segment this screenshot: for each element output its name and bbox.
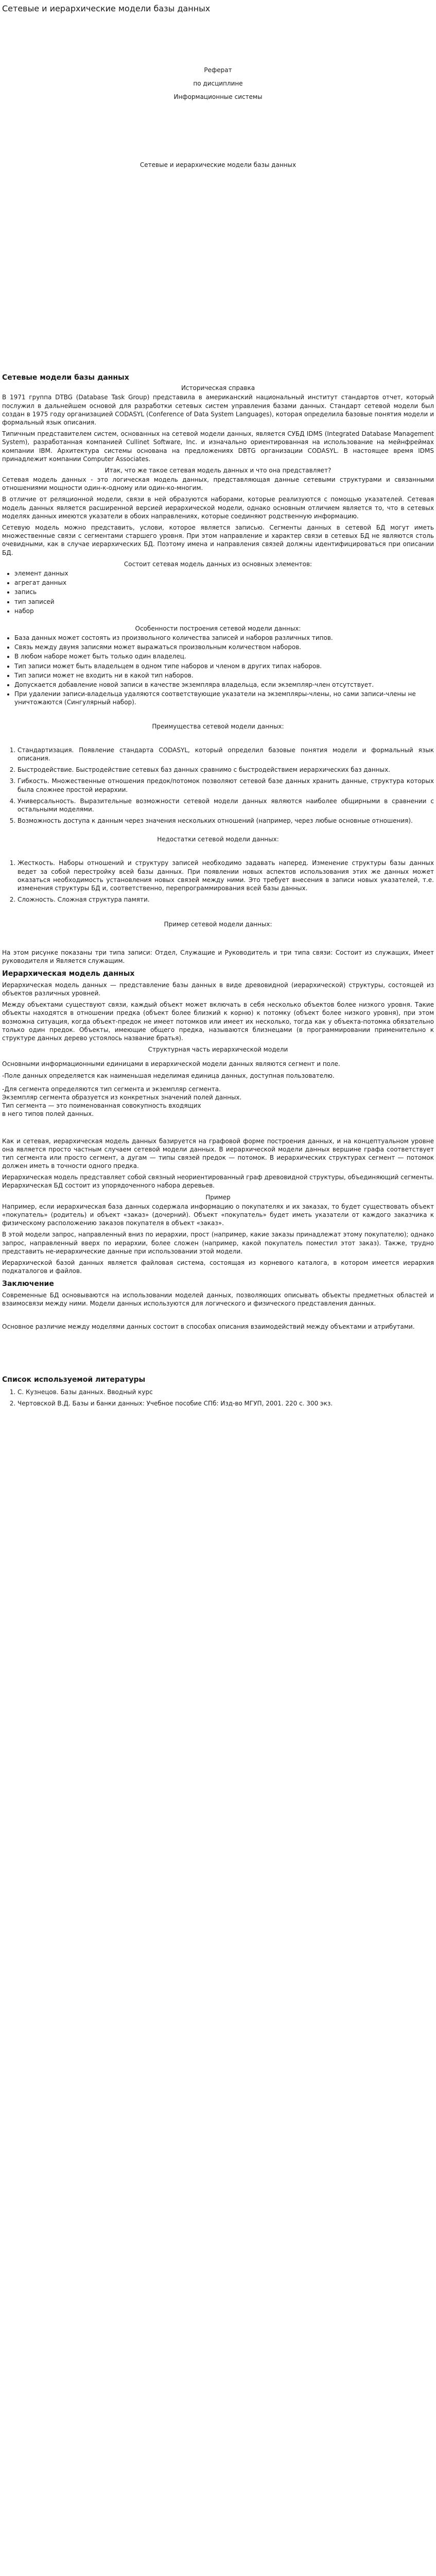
list-item: • Допускается добавление новой записи в качестве экземпляра владельца, если экземпляр-член отсутствует. [14,681,434,689]
paragraph: На этом рисунке показаны три типа записи: Отдел, Служащие и Руководитель и три типа связи: Состоит из служащих, Имеет руководителя и Является служащим. [2,948,434,964]
list-item: • Связь между двумя записями может выражаться произвольным количеством наборов. [14,643,434,651]
blank-space [2,1055,434,1060]
example-caption: Пример сетевой модели данных: [164,921,272,928]
blank-space [2,908,434,919]
document-title: Сетевые и иерархические модели базы данных [2,4,211,13]
list-item: 2. Сложность. Сложная структура памяти. [18,895,434,904]
example-caption: Пример [205,1193,231,1201]
title-page-line: Информационные системы [173,93,263,100]
list-item: • Тип записи может быть владельцем в одном типе наборов и членом в других типах наборов. [14,662,434,670]
paragraph: В отличие от реляционной модели, связи в ней образуются наборами, которые реализуются с помощью указателей. Сетевая модель данных является расширенной версией иерархической модели, однако основным отличием является то, что в сетевых моделях данных имеются указатели в обоих направлениях, которые соединяют родственную информацию. [2,496,434,520]
list-item: • набор [14,607,434,615]
blank-space [2,1334,434,1352]
title-page-line: по дисциплине [193,79,243,87]
paragraph: -Поле данных определяется как наименьшая неделимая единица данных, доступная пользователю. [2,1072,335,1079]
blank-space [2,710,434,721]
paragraph: Типичным представителем систем, основанных на сетевой модели данных, является СУБД IDMS (Integrated Database Management System), разработанная компанией Cullinet Software, Inc. и изначально ориентированная на использование на мейнфреймах компании IBM. Архитектура системы основана на предложениях DBTG организации CODASYL. В настоящее время IDMS принадлежит компании Computer Associates. [2,430,434,463]
advantages-caption: Преимущества сетевой модели данных: [152,722,284,730]
list-item: 2. Чертовской В.Д. Базы и банки данных: Учебное пособие СПб: Изд-во МГУП, 2001. 220 с. 300 экз. [18,1399,434,1408]
blank-space [2,169,434,373]
section-heading-network: Сетевые модели базы данных [2,374,129,382]
disadvantages-caption: Недостатки сетевой модели данных: [157,836,279,843]
question-caption: Итак, что же такое сетевая модель данных и что она представляет? [104,466,332,474]
paragraph: Современные БД основываются на использовании моделей данных, позволяющих описывать объекты предметных областей и взаимосвязи между ними. Модели данных используются для логического и физического представления данных. [2,1292,434,1308]
structure-caption: Структурная часть иерархической модели [148,1046,288,1054]
title-page-main: Сетевые и иерархические модели базы данных [139,161,297,169]
paragraph: Иерархическая модель данных — представление базы данных в виде древовидной (иерархической) структуры, состоящей из объектов различных уровней. [2,981,434,997]
list-item: • запись [14,588,434,596]
blank-space [2,732,434,743]
blank-space [2,618,434,623]
paragraph: Экземпляр сегмента образуется из конкретных значений полей данных. [2,1093,242,1101]
list-item: • элемент данных [14,569,434,578]
paragraph: Иерархическая модель представляет собой связный неориентированный граф древовидной структуры, объединяющий сегменты. Иерархическая БД состоит из упорядоченного набора деревьев. [2,1174,434,1190]
list-item: 1. Жесткость. Наборы отношений и структуру записей необходимо задавать наперед. Изменение структуры базы данных ведет за собой перестройку всей базы данных. При появлении новых аспектов использования этих же данных может оказаться необходимость установления новых связей между ними. Это требует внесения в записи новых указателей, т.е. изменения структуры БД и, соответственно, перепрограммирования всей базы данных. [18,859,434,892]
list-item: • База данных может состоять из произвольного количества записей и наборов различных типов. [14,634,434,642]
blank-space [2,829,434,834]
features-caption: Особенности построения сетевой модели данных: [135,624,301,632]
list-item: • Тип записи может не входить ни в какой тип наборов. [14,671,434,680]
blank-space [2,1352,434,1371]
list-item: • агрегат данных [14,579,434,587]
list-item: • В любом наборе может быть только один владелец. [14,652,434,660]
list-item: • тип записей [14,598,434,606]
list-item: 4. Универсальность. Выразительные возможности сетевой модели данных являются наиболее общирными в сравнении с остальными моделями. [18,797,434,814]
blank-space [2,1311,434,1323]
paragraph: В этой модели запрос, направленный вниз по иерархии, прост (например, какие заказы принадлежат этому покупателю); однако запрос, направленный вверх по иерархии, более сложен (например, какой покупатель поместил этот заказ). Также, трудно представить не-иерархические данные при использовании этой модели. [2,1231,434,1255]
section-heading-conclusion: Заключение [2,1280,54,1289]
list-item: 3. Гибкость. Множественные отношения предок/потомок позволяют сетевой базе данных хранить данные, структура которых была сложнее простой иерархии. [18,777,434,793]
paragraph: Между объектами существуют связи, каждый объект может включать в себя несколько объектов более низкого уровня. Такие объекты находятся в отношении предка (объект более близкий к корню) к потомку (объект более низкого уровня), при этом возможна ситуация, когда объект-предок не имеет потомков или имеет их несколько, тогда как у объекта-потомка обязательно только один предок. Объекты, имеющие общего предка, называются близнецами (в программировании применительно к структуре данных дерево устоялось название братья). [2,1001,434,1042]
paragraph: Тип сегмента — это поименованная совокупность входящих [2,1102,201,1110]
paragraph: Как и сетевая, иерархическая модель данных базируется на графовой форме построения данных, и на концептуальном уровне она является просто частным случаем сетевой модели данных. В иерархической модели данных вершине графа соответствует тип сегмента или просто сегмент, а дугам — типы связей предок — потомок. В иерархических структурах сегмент — потомок должен иметь в точности одного предка. [2,1137,434,1170]
list-item: 2. Быстродействие. Быстродействие сетевых баз данных сравнимо с быстродействием иерархических баз данных. [18,766,434,774]
elements-caption: Состоит сетевая модель данных из основных элементов: [124,560,312,568]
history-caption: Историческая справка [181,384,255,392]
paragraph: Основное различие между моделями данных состоит в способах описания взаимодействий между объектами и атрибутами. [2,1323,415,1330]
literature-list [2,1388,434,1408]
title-page-block [2,66,434,101]
section-heading-hierarchical: Иерархическая модель данных [2,969,135,978]
paragraph: Сетевую модель можно представить, услови, которое является записью. Сегменты данных в сетевой БД могут иметь множественные связи с сегментами старшего уровня. При этом направление и характер связи в сетевых БД не являются столь очевидными, как в случае иерархических БД. Поэтому имена и направления связей должны идентифицироваться при описании БД. [2,524,434,556]
paragraph: в него типов полей данных. [2,1110,94,1118]
paragraph: Например, если иерархическая база данных содержала информацию о покупателях и их заказах, то будет существовать объект «покупатель» (родитель) и объект «заказ» (дочерний). Объект «покупатель» будет иметь указатели от каждого заказчика к физическому расположению заказов покупателя в объект «заказ». [2,1202,434,1227]
list-item: 1. С. Кузнецов. Базы данных. Вводный курс [18,1388,434,1396]
blank-space [2,844,434,856]
features-list [2,634,434,707]
disadvantages-list [2,859,434,904]
blank-space [2,930,434,948]
blank-space [2,1118,434,1137]
title-page-line: Реферат [204,66,232,74]
elements-list [2,569,434,615]
list-item: 1. Стандартизация. Появление стандарта CODASYL, который определил базовые понятия модели и формальный язык описания. [18,746,434,762]
paragraph: Сетевая модель данных - это логическая модель данных, представляющая данные сетевыми структурами и связанными отношениями мощности один-к-одному или один-ко-многим. [2,476,434,492]
paragraph: Основными информационными единицами в иерархической модели данных являются сегмент и поле. [2,1060,340,1068]
paragraph: В 1971 группа DTBG (Database Task Group) представила в американский национальный институт стандартов отчет, который послужил в дальнейшем основой для разработки сетевых систем управления базами данных. Стандарт сетевой модели был создан в 1975 году организацией CODASYL (Conference of Data System Languages), которая определила базовые понятия модели и формальный язык описания. [2,394,434,426]
list-item: 5. Возможность доступа к данным через значения нескольких отношений (например, через любые основные отношения). [18,817,434,825]
paragraph: Иерархической базой данных является файловая система, состоящая из корневого каталога, в котором имеется иерархия подкаталогов и файлов. [2,1259,434,1275]
blank-space [2,1080,434,1085]
paragraph: -Для сегмента определяются тип сегмента и экземпляр сегмента. [2,1085,221,1093]
advantages-list [2,746,434,825]
section-heading-literature: Список используемой литературы [2,1375,146,1384]
list-item: • При удалении записи-владельца удаляются соответствующие указатели на экземпляры-члены, но сами записи-члены не уничтожаются (Сингулярный набор). [14,690,434,706]
